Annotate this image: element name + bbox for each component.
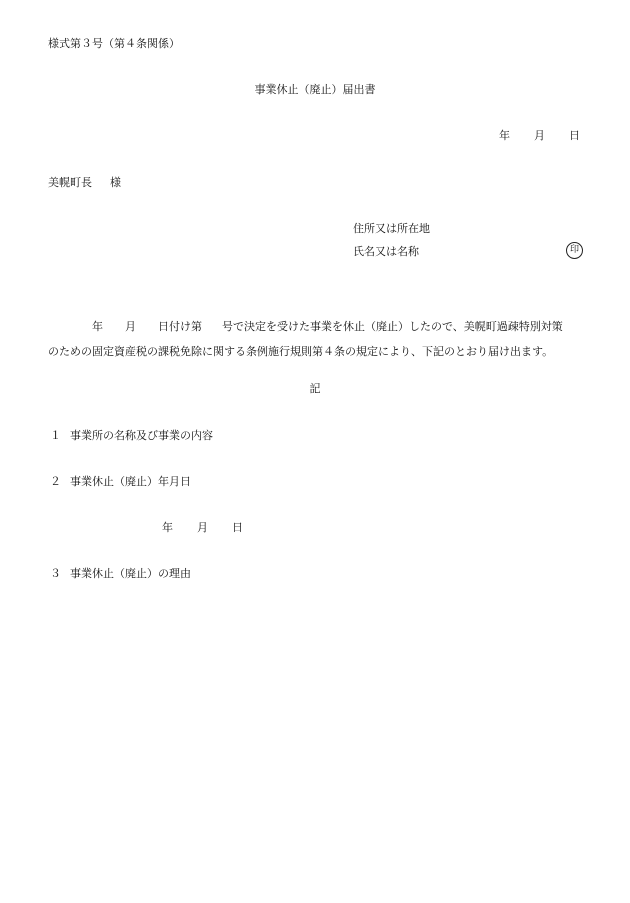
date-year-label: 年 <box>499 129 510 142</box>
document-title: 事業休止（廃止）届出書 <box>254 83 376 96</box>
item-number: ２ <box>50 475 61 488</box>
item-1 <box>50 430 213 441</box>
body-line-1 <box>48 314 588 339</box>
date-month-label: 月 <box>534 129 545 142</box>
item-label: 事業休止（廃止）年月日 <box>70 475 191 488</box>
date-day-label: 日 <box>569 129 580 142</box>
body-paragraph <box>48 314 588 364</box>
addressee-honorific: 様 <box>110 176 121 189</box>
seal-mark: 印 <box>566 242 583 259</box>
body-day-reference: 日付け第 <box>158 320 202 333</box>
body-year-label: 年 <box>92 320 103 333</box>
applicant-address-label: 住所又は所在地 <box>353 222 430 235</box>
item-number: ３ <box>50 567 61 580</box>
applicant-name-label: 氏名又は名称 <box>353 245 419 258</box>
body-text-1: 号で決定を受けた事業を休止（廃止）したので、美幌町過疎特別対策 <box>222 320 563 333</box>
body-line-2: のための固定資産税の課税免除に関する条例施行規則第４条の規定により、下記のとおり届け出ます。 <box>48 345 554 358</box>
submission-date <box>499 130 580 141</box>
item-label: 事業所の名称及び事業の内容 <box>70 429 213 442</box>
body-month-label: 月 <box>125 320 136 333</box>
item-number: １ <box>50 429 61 442</box>
stop-date-month-label: 月 <box>197 521 208 534</box>
stop-date-day-label: 日 <box>232 521 243 534</box>
stop-date-year-label: 年 <box>162 521 173 534</box>
item-2 <box>50 476 191 487</box>
addressee-name: 美幌町長 <box>48 176 92 189</box>
stop-date <box>162 522 243 533</box>
form-number: 様式第３号（第４条関係） <box>48 37 180 50</box>
item-3 <box>50 568 191 579</box>
item-label: 事業休止（廃止）の理由 <box>70 567 191 580</box>
ki-heading: 記 <box>309 382 321 395</box>
addressee <box>48 177 121 188</box>
